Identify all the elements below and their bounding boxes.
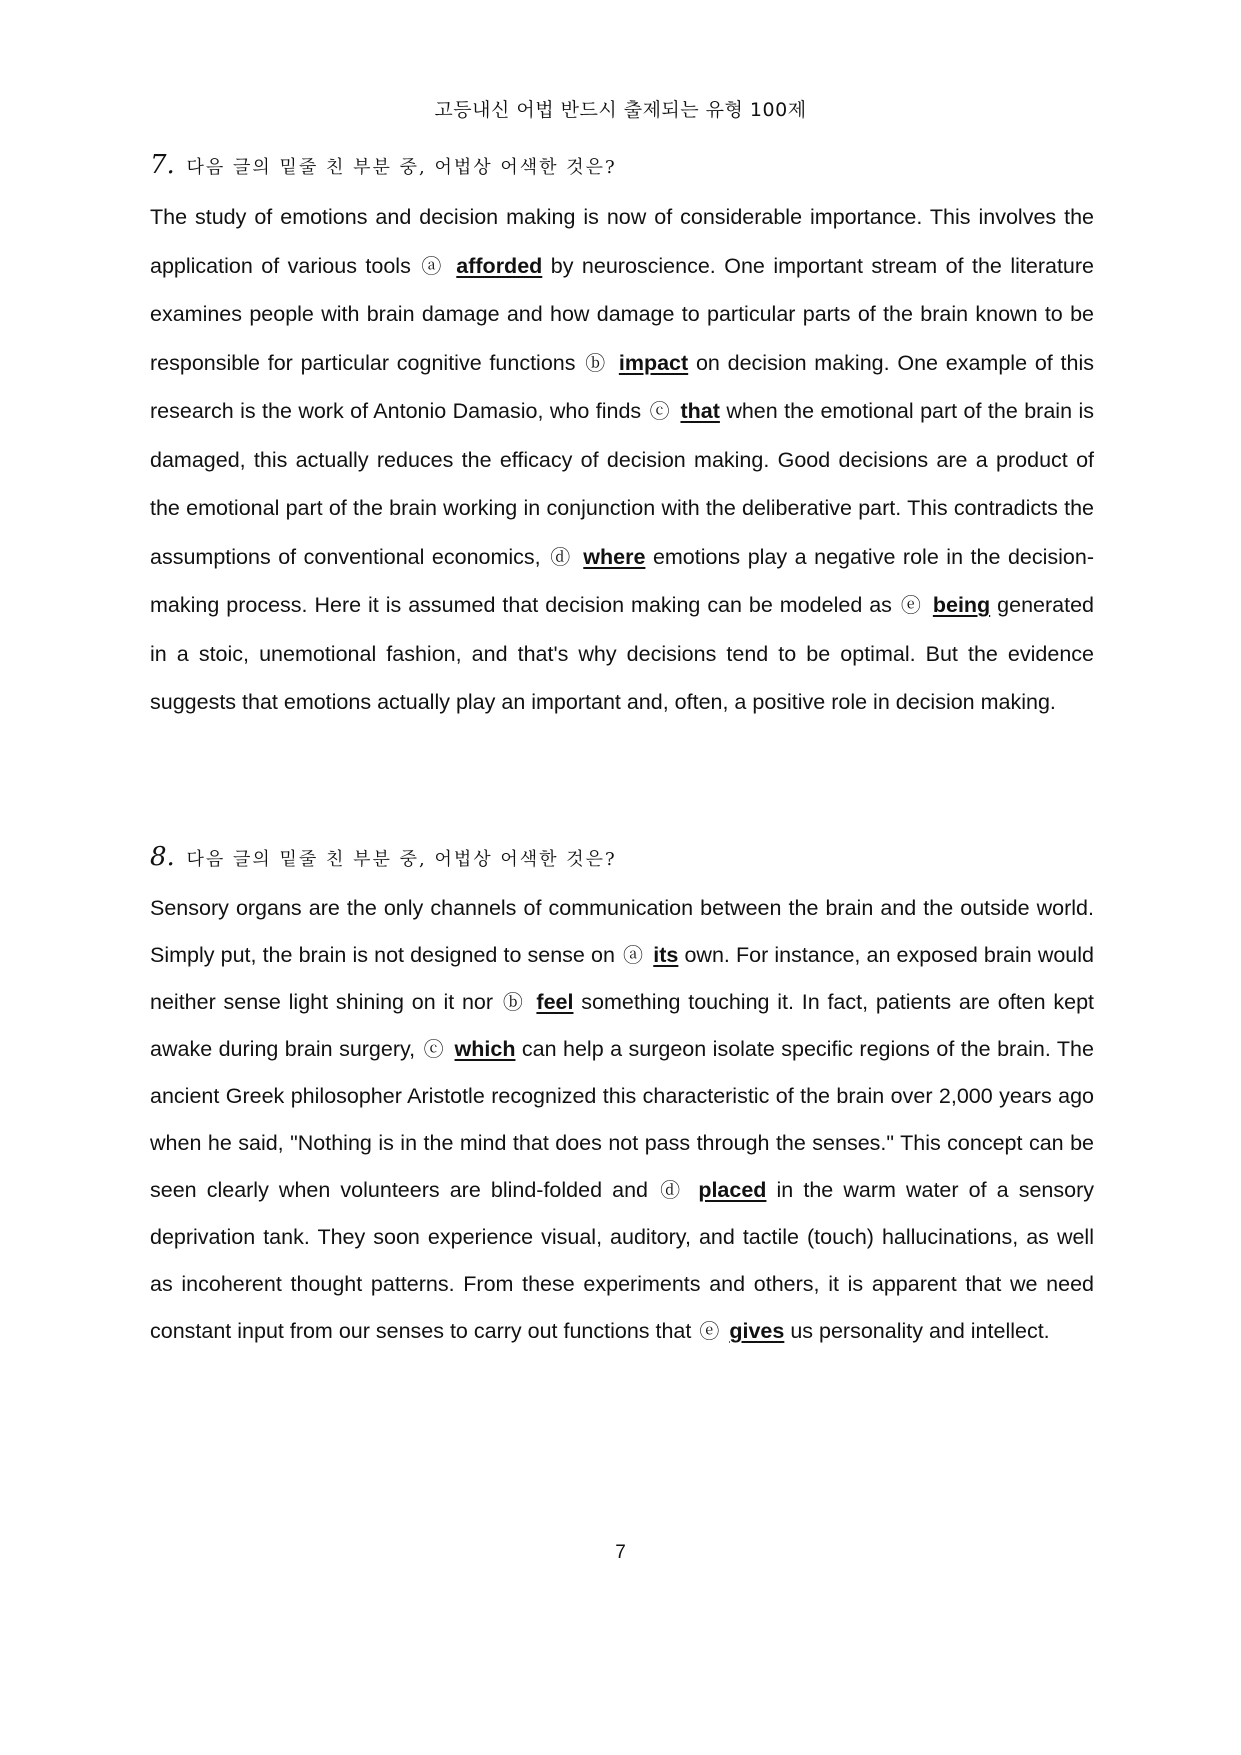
- choice-marker-e: ⓔ: [699, 1319, 720, 1343]
- passage-text: something touching it. In fact, patients are often kept awake during brain surgery,: [150, 990, 1095, 1061]
- passage-text: in the warm water of a sensory deprivation tank. They soon experience visual, auditory, and tactile (touch) hallucinations, as well as incoherent thought patterns. From these experiments and others, it is apparent that we need constant input from our senses to carry out functions that: [150, 1178, 1094, 1343]
- underlined-choice-e: gives: [729, 1319, 785, 1343]
- passage-text: by neuroscience. One important stream of the literature examines people with brain damage and how damage to particular parts of the brain known to be responsible for particular cognitive functions: [150, 253, 1094, 375]
- question-7-prompt: 다음 글의 밑줄 친 부분 중, 어법상 어색한 것은?: [186, 157, 617, 178]
- choice-marker-b: ⓑ: [585, 350, 608, 375]
- passage-text: emotions play a negative role in the decision-making process. Here it is assumed that decision making can be modeled as: [150, 544, 1095, 617]
- passage-text: The study of emotions and decision making is now of considerable importance. This involves the application of various tools: [150, 205, 1094, 278]
- underlined-choice-d: where: [583, 544, 646, 569]
- question-7-title: [150, 150, 1094, 183]
- question-8-number: 8.: [150, 842, 175, 872]
- page-number: 7: [615, 1542, 626, 1563]
- underlined-choice-a: its: [653, 943, 679, 967]
- question-7-passage: [150, 193, 1094, 727]
- underlined-choice-a: afforded: [456, 253, 543, 278]
- choice-marker-a: ⓐ: [421, 253, 444, 278]
- choice-marker-c: ⓒ: [649, 399, 671, 423]
- underlined-choice-b: feel: [536, 990, 574, 1014]
- question-8-title: [150, 842, 1094, 875]
- passage-text: when the emotional part of the brain is damaged, this actually reduces the efficacy of decision making. Good decisions are a product of the emotional part of the brain working in conjunction with the deliberative part. This contradicts the assumptions of conventional economics,: [150, 399, 1094, 569]
- passage-text: generated in a stoic, unemotional fashion, and that's why decisions tend to be optimal. But the evidence suggests that emotions actually play an important and, often, a positive role in decision making.: [150, 593, 1095, 714]
- choice-marker-d: ⓓ: [660, 1178, 685, 1202]
- underlined-choice-d: placed: [698, 1178, 767, 1202]
- passage-text: own. For instance, an exposed brain would neither sense light shining on it nor: [150, 943, 1094, 1014]
- passage-text: Sensory organs are the only channels of communication between the brain and the outside world. Simply put, the brain is not designed to sense on: [150, 896, 1094, 967]
- underlined-choice-e: being: [932, 593, 991, 617]
- question-8-prompt: 다음 글의 밑줄 친 부분 중, 어법상 어색한 것은?: [186, 849, 617, 870]
- question-8-passage: [150, 885, 1094, 1355]
- underlined-choice-b: impact: [618, 350, 689, 375]
- question-7-number: 7.: [150, 150, 175, 180]
- underlined-choice-c: that: [680, 399, 720, 423]
- passage-text: can help a surgeon isolate specific regions of the brain. The ancient Greek philosopher Aristotle recognized this characteristic of the brain over 2,000 years ago when he said, "Nothing is in the mind that does not pass through the senses." This concept can be seen clearly when volunteers are blind-folded and: [150, 1037, 1094, 1202]
- choice-marker-b: ⓑ: [502, 990, 525, 1014]
- choice-marker-c: ⓒ: [423, 1037, 445, 1061]
- question-8: [150, 842, 1094, 1355]
- choice-marker-d: ⓓ: [550, 544, 572, 569]
- choice-marker-e: ⓔ: [900, 593, 922, 617]
- question-7: [150, 150, 1094, 727]
- passage-text: on decision making. One example of this research is the work of Antonio Damasio, who finds: [150, 350, 1094, 423]
- choice-marker-a: ⓐ: [623, 943, 644, 967]
- page-header: 고등내신 어법 반드시 출제되는 유형 100제: [434, 99, 807, 121]
- passage-text: us personality and intellect.: [790, 1319, 1050, 1343]
- underlined-choice-c: which: [454, 1037, 516, 1061]
